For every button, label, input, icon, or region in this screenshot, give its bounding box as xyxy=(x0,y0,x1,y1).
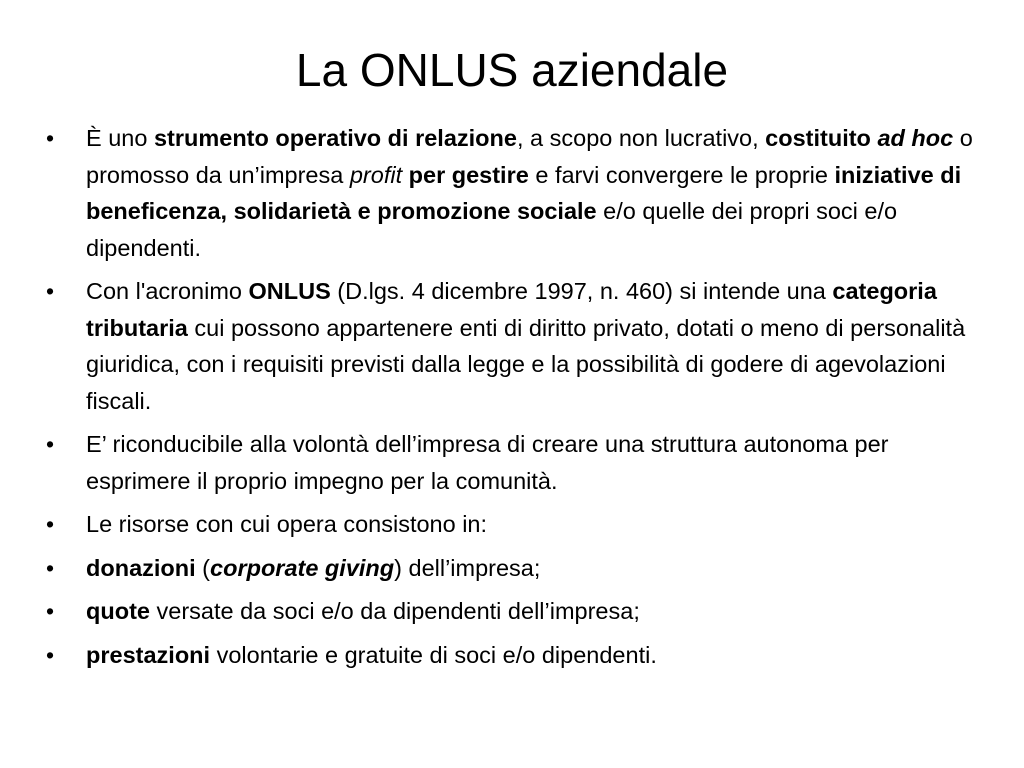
slide-title: La ONLUS aziendale xyxy=(295,44,729,96)
bullet-item xyxy=(46,593,986,630)
text-segment: e/o quelle dei propri soci e/o dipendenti. xyxy=(86,198,898,261)
text-segment-bold: per gestire xyxy=(408,161,529,188)
text-segment: Le risorse con cui opera consistono in: xyxy=(86,511,488,537)
bullet-item xyxy=(46,550,986,587)
text-segment: , a scopo non lucrativo, xyxy=(516,125,766,151)
bullet-icon: • xyxy=(46,511,55,537)
text-segment: (D.lgs. 4 dicembre 1997, n. 460) si intende una xyxy=(330,278,833,304)
text-segment-bold-italic: ad hoc xyxy=(877,125,954,151)
bullet-icon: • xyxy=(46,554,55,581)
bullet-text xyxy=(86,555,540,581)
text-segment: volontarie e gratuite di soci e/o dipendenti. xyxy=(210,641,657,668)
bullet-icon: • xyxy=(46,598,55,624)
bullet-text xyxy=(86,642,657,668)
text-segment: ( xyxy=(195,554,211,581)
bullet-item xyxy=(46,426,986,499)
bullet-text xyxy=(86,125,973,261)
bullet-list xyxy=(46,120,986,680)
bullet-icon: • xyxy=(46,641,55,668)
bullet-item xyxy=(46,120,986,266)
bullet-icon: • xyxy=(46,278,55,304)
text-segment-bold: quote xyxy=(86,598,150,624)
bullet-item xyxy=(46,273,986,419)
bullet-item xyxy=(46,637,986,674)
text-segment: cui possono appartenere enti di diritto privato, dotati o meno di personalità giuridica, con i requisiti previsti dalla legge e la possibilità di godere di agevolazioni fiscali. xyxy=(86,314,966,414)
text-segment: versate da soci e/o da dipendenti dell’impresa; xyxy=(149,598,640,624)
text-segment-bold: prestazioni xyxy=(86,641,211,668)
bullet-icon: • xyxy=(46,125,55,151)
text-segment-italic: profit xyxy=(349,161,403,188)
bullet-item xyxy=(46,506,986,543)
text-segment-bold: donazioni xyxy=(86,554,196,581)
text-segment-bold-italic: corporate giving xyxy=(210,554,395,581)
bullet-icon: • xyxy=(46,431,55,457)
text-segment-bold: categoria tributaria xyxy=(86,278,937,341)
text-segment-bold: ONLUS xyxy=(248,278,331,304)
bullet-text xyxy=(86,431,888,494)
text-segment: ) dell’impresa; xyxy=(394,554,541,581)
text-segment: E’ riconducibile alla volontà dell’impresa di creare una struttura autonoma per esprimere il proprio impegno per la comunità. xyxy=(86,431,889,494)
bullet-text xyxy=(86,278,965,414)
text-segment: e farvi convergere le proprie xyxy=(528,161,835,188)
bullet-text xyxy=(86,598,640,624)
text-segment: È uno xyxy=(86,125,154,151)
text-segment-bold: costituito xyxy=(765,125,878,151)
bullet-text xyxy=(86,511,487,537)
text-segment-bold: iniziative di beneficenza, solidarietà e promozione sociale xyxy=(86,161,962,224)
text-segment: Con l'acronimo xyxy=(86,278,249,304)
text-segment: o promosso da un’impresa xyxy=(86,125,973,188)
text-segment-bold: strumento operativo di relazione xyxy=(153,125,517,151)
